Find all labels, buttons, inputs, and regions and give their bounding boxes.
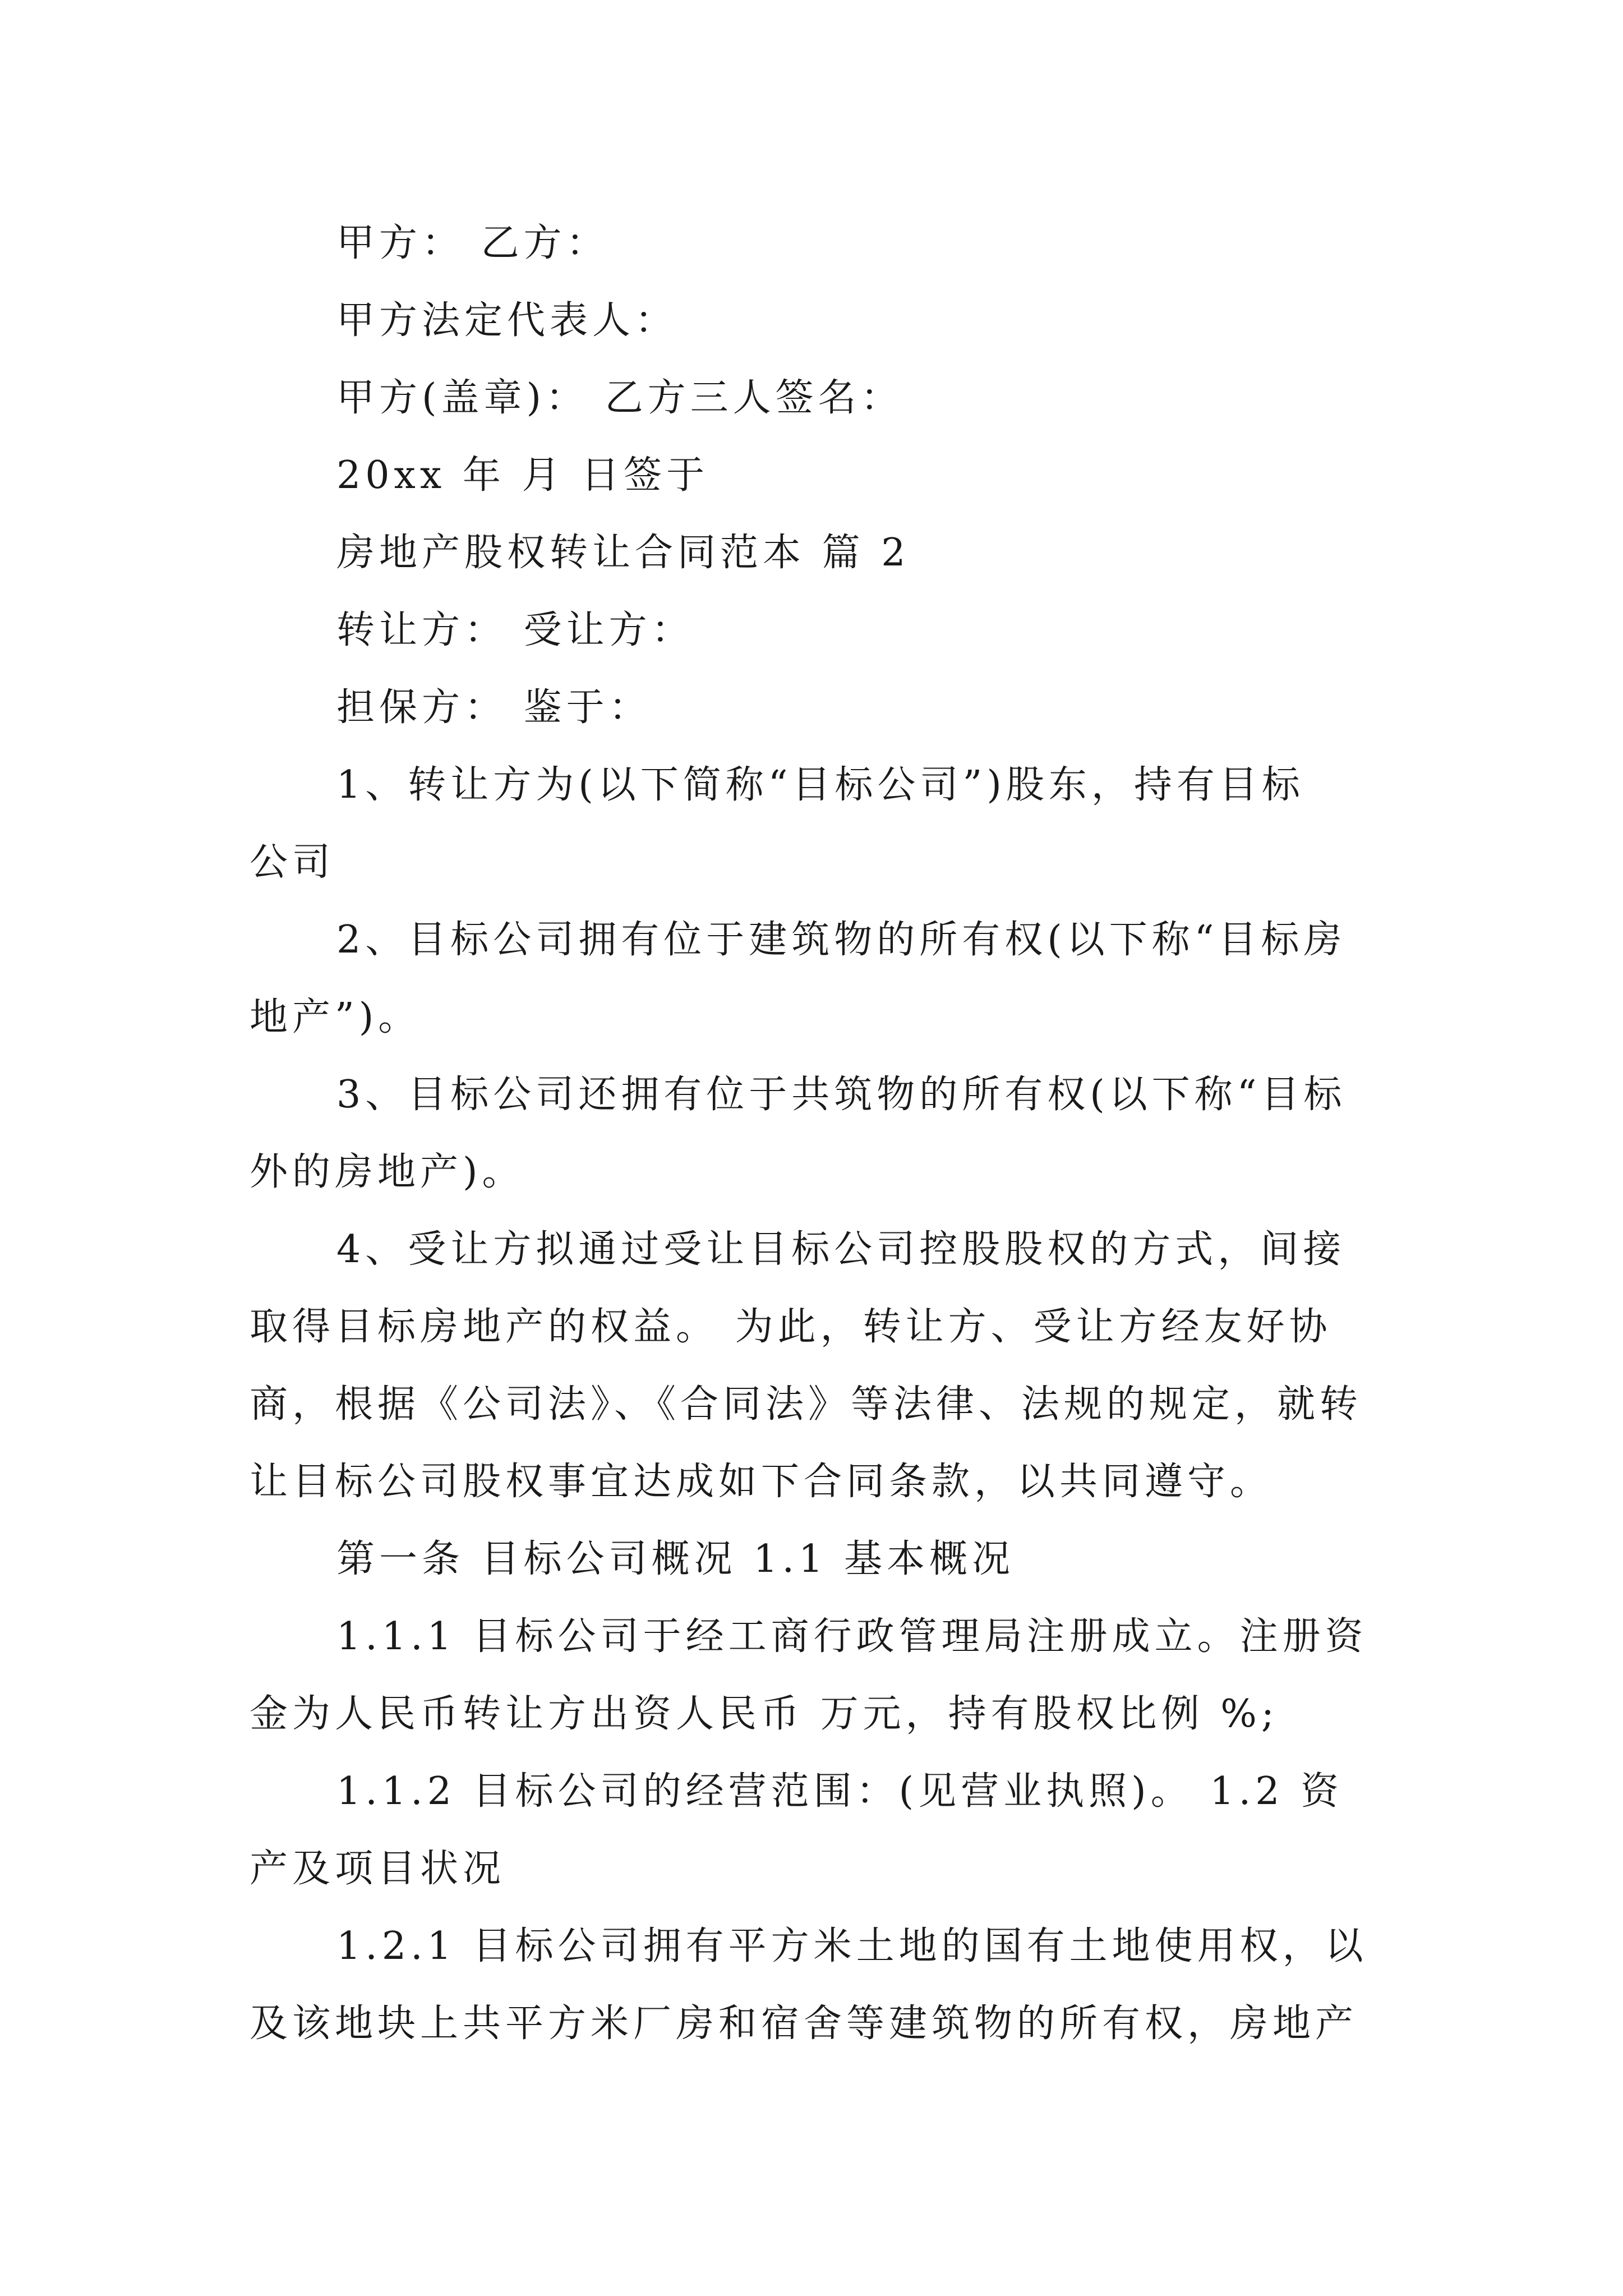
paragraph-recital-2 xyxy=(250,901,1388,1056)
clause-1-1-2 xyxy=(250,1753,1388,1908)
legal-representative-line: 甲方法定代表人： xyxy=(336,298,678,343)
paragraph-line: 2、目标公司拥有位于建筑物的所有权(以下称“目标房 xyxy=(336,918,1347,962)
paragraph-line: 1、转让方为(以下简称“目标公司”)股东，持有目标 xyxy=(336,763,1304,807)
paragraph-line: 地产”)。 xyxy=(250,995,421,1039)
paragraph-line: 金为人民币转让方出资人民币 万元，持有股权比例 %; xyxy=(250,1692,1279,1736)
paragraph-line: 1.1.1 目标公司于经工商行政管理局注册成立。注册资 xyxy=(336,1614,1368,1659)
paragraph-line: 产及项目状况 xyxy=(250,1847,506,1891)
paragraph-line: 外的房地产)。 xyxy=(250,1150,525,1194)
seal-signature-line: 甲方(盖章)： 乙方三人签名： xyxy=(336,376,903,420)
section-title: 房地产股权转让合同范本 篇 2 xyxy=(336,531,910,575)
article-1-heading xyxy=(250,1521,1388,1598)
paragraph-line: 让目标公司股权事宜达成如下合同条款，以共同遵守。 xyxy=(250,1460,1273,1504)
paragraph-recital-1 xyxy=(250,747,1388,901)
paragraph-line: 1.1.2 目标公司的经营范围：(见营业执照)。 1.2 资 xyxy=(336,1769,1344,1814)
transferor-transferee-line: 转让方： 受让方： xyxy=(336,608,694,652)
paragraph-line: 3、目标公司还拥有位于共筑物的所有权(以下称“目标 xyxy=(336,1073,1347,1117)
paragraph-line: 及该地块上共平方米厂房和宿舍等建筑物的所有权，房地产 xyxy=(250,2001,1358,2046)
paragraph-line: 商，根据《公司法》、《合同法》等法律、法规的规定，就转 xyxy=(250,1382,1363,1427)
guarantor-whereas-line: 担保方： 鉴于： xyxy=(336,685,652,730)
paragraph-line: 取得目标房地产的权益。 为此，转让方、受让方经友好协 xyxy=(250,1305,1332,1349)
paragraph-line: 1.2.1 目标公司拥有平方米土地的国有土地使用权，以 xyxy=(336,1924,1368,1968)
paragraph-recital-3 xyxy=(250,1056,1388,1211)
party-line: 甲方： 乙方： xyxy=(336,221,609,265)
paragraph-line: 4、受让方拟通过受让目标公司控股股权的方式，间接 xyxy=(336,1227,1346,1272)
clause-1-1-1 xyxy=(250,1598,1388,1753)
clause-1-2-1 xyxy=(250,1908,1388,2063)
date-line: 20xx 年 月 日签于 xyxy=(336,453,709,498)
paragraph-recital-4 xyxy=(250,1211,1388,1521)
paragraph-line: 第一条 目标公司概况 1.1 基本概况 xyxy=(336,1537,1015,1581)
document-body xyxy=(250,205,1388,2063)
paragraph-line: 公司 xyxy=(250,840,335,885)
